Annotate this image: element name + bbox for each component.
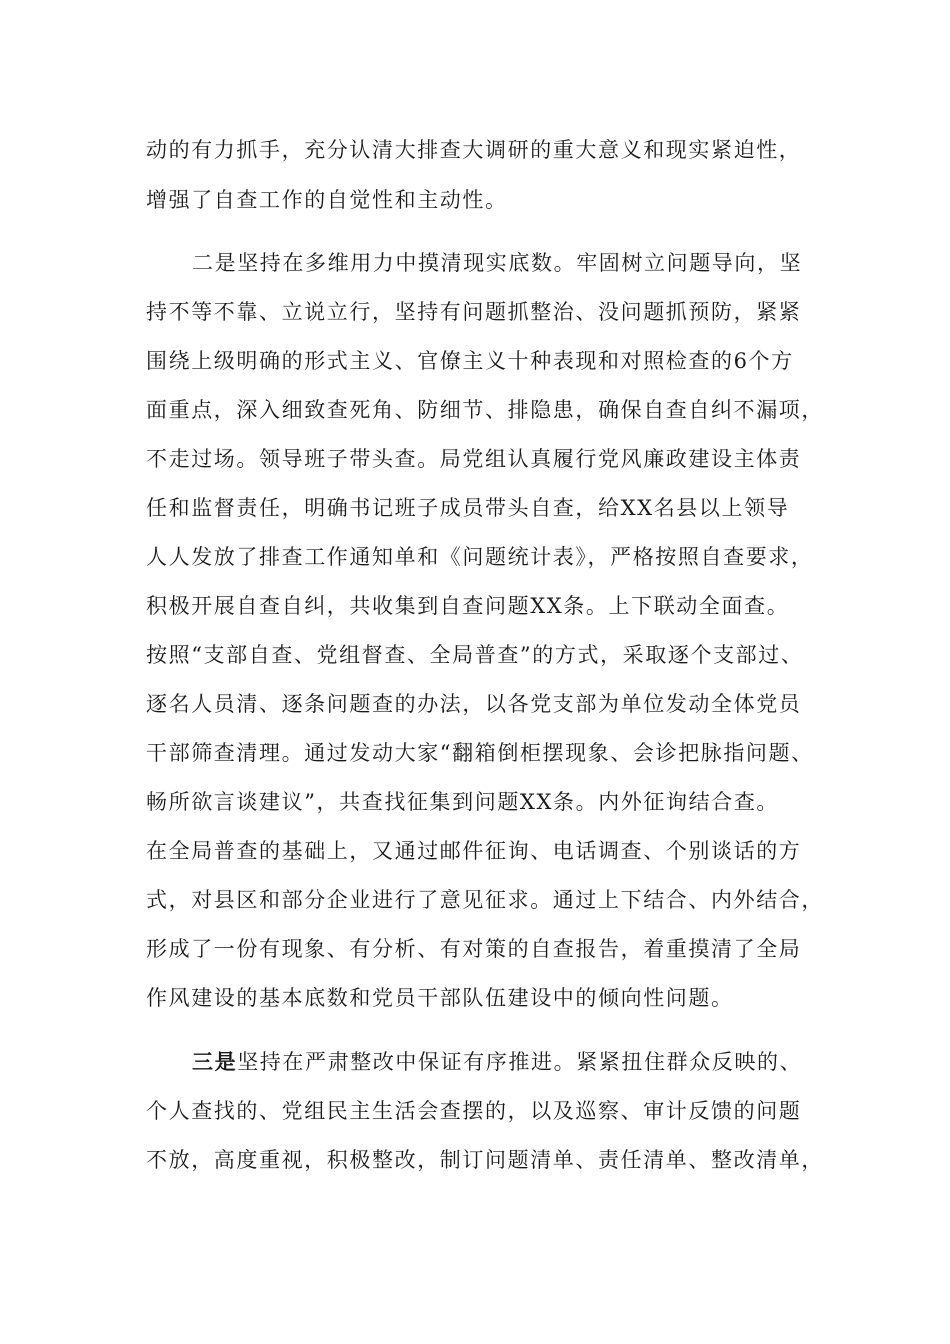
paragraph-line: 干部筛查清理。通过发动大家“翻箱倒柜摆现象、会诊把脉指问题、: [146, 741, 814, 765]
paragraph-line: 面重点，深入细致查死角、防细节、排隐患，确保自查自纠不漏项，: [146, 398, 824, 422]
paragraph-line: 积极开展自查自纠，共收集到自查问题XX条。上下联动全面查。: [146, 594, 790, 618]
paragraph-line: 人人发放了排查工作通知单和《问题统计表》，严格按照自查要求，: [146, 545, 814, 569]
paragraph-line: 式，对县区和部分企业进行了意见征求。通过上下结合、内外结合，: [146, 888, 824, 912]
paragraph-line: 围绕上级明确的形式主义、官僚主义十种表现和对照检查的6个方: [146, 349, 794, 373]
paragraph-line: 不放，高度重视，积极整改，制订问题清单、责任清单、整改清单，: [146, 1148, 824, 1172]
paragraph-line: 按照“支部自查、党组督查、全局普查”的方式，采取逐个支部过、: [146, 643, 804, 667]
paragraph-line: 畅所欲言谈建议”，共查找征集到问题XX条。内外征询结合查。: [146, 790, 780, 814]
paragraph-line: 不走过场。领导班子带头查。局党组认真履行党风廉政建设主体责: [146, 447, 802, 471]
paragraph-line-text: 坚持在严肃整改中保证有序推进。紧紧扭住群众反映的、: [237, 1050, 803, 1074]
paragraph-line: [192, 1047, 802, 1077]
paragraph-line: 个人查找的、党组民主生活会查摆的，以及巡察、审计反馈的问题: [146, 1099, 802, 1123]
paragraph-lead-bold: 三是: [192, 1049, 238, 1074]
paragraph-line: 作风建设的基本底数和党员干部队伍建设中的倾向性问题。: [146, 986, 734, 1010]
paragraph-line: 在全局普查的基础上，又通过邮件征询、电话调查、个别谈话的方: [146, 839, 802, 863]
paragraph-line: 二是坚持在多维用力中摸清现实底数。牢固树立问题导向，坚: [192, 251, 803, 275]
paragraph-line: 增强了自查工作的自觉性和主动性。: [146, 188, 508, 212]
paragraph-line: 任和监督责任，明确书记班子成员带头自查，给XX名县以上领导: [146, 496, 790, 520]
paragraph-line: 持不等不靠、立说立行，坚持有问题抓整治、没问题抓预防，紧紧: [146, 300, 802, 324]
paragraph-line: 逐名人员清、逐条问题查的办法，以各党支部为单位发动全体党员: [146, 692, 802, 716]
paragraph-line: 形成了一份有现象、有分析、有对策的自查报告，着重摸清了全局: [146, 937, 802, 961]
paragraph-line: 动的有力抓手，充分认清大排查大调研的重大意义和现实紧迫性，: [146, 138, 802, 162]
